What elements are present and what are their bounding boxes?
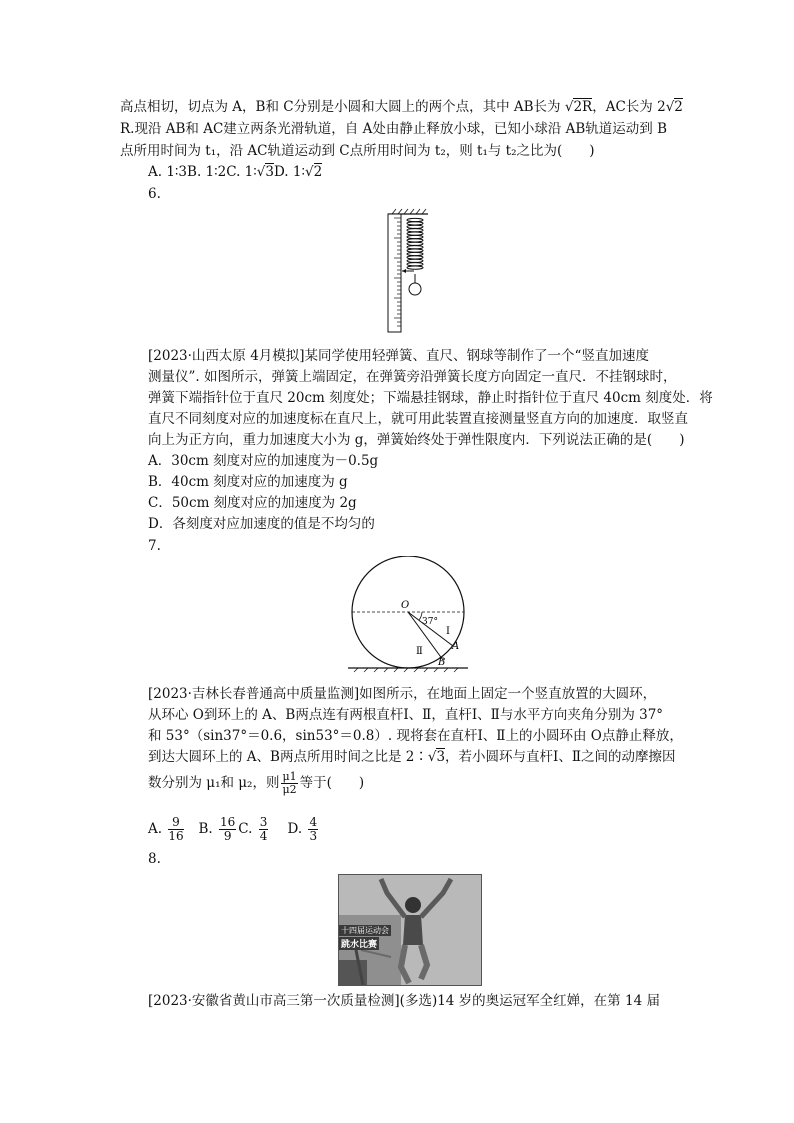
q6-option-a: A．30cm 刻度对应的加速度为－0.5g <box>148 453 379 469</box>
q6-line-1: [2023·山西太原 4月模拟]某同学使用轻弹簧、直尺、钢球等制作了一个“竖直加速度 <box>148 348 649 364</box>
q8-photo-banner-2: 跳水比赛 <box>339 937 379 950</box>
q7-label-a: A <box>452 641 460 652</box>
q7-label-rod-1: Ⅰ <box>446 626 450 637</box>
q7-figure-ring <box>348 556 470 674</box>
q7-label-angle: 37° <box>422 617 438 627</box>
spring-coil <box>407 263 423 266</box>
spring-coil <box>407 222 423 225</box>
q8-line-1: [2023·安徽省黄山市高三第一次质量检测](多选)14 岁的奥运冠军全红婵，在第 14 届 <box>148 993 660 1009</box>
q7-options: A. $\frac{9}{16}$ B. $\frac{16}{9}$ C. $\frac{3}{4}$ D. $\frac{4}{3}$ <box>148 815 318 843</box>
q6-line-4: 直尺不同刻度对应的加速度标在直尺上，就可用此装置直接测量竖直方向的加速度．取竖直 <box>148 411 688 427</box>
spring-coil <box>407 256 423 259</box>
spring-coil <box>407 266 423 269</box>
q5-line-1: 高点相切，切点为 A，B和 C分别是小圆和大圆上的两个点，其中 AB长为 √2R，AC长为 2√2 <box>120 99 683 115</box>
q7-line-3: 和 53°（sin37°＝0.6，sin53°＝0.8）. 现将套在直杆Ⅰ、Ⅱ上的小圆环由 O点静止释放， <box>148 728 683 744</box>
q6-line-5: 向上为正方向，重力加速度大小为 g，弹簧始终处于弹性限度内．下列说法正确的是( ) <box>148 432 685 448</box>
spring-coil <box>407 242 423 245</box>
spring-coil <box>407 246 423 249</box>
q6-figure-spring-ruler <box>380 208 430 336</box>
q8-photo-diver <box>338 874 482 986</box>
q7-line-5: 数分别为 μ₁和 μ₂，则 $\frac{\mu 1}{\mu 2}$ 等于( ) <box>148 770 365 796</box>
q6-option-d: D．各刻度对应加速度的值是不均匀的 <box>148 516 375 532</box>
q6-line-2: 测量仪”. 如图所示，弹簧上端固定，在弹簧旁沿弹簧长度方向固定一直尺．不挂钢球时， <box>148 369 677 385</box>
q6-number: 6. <box>148 186 161 202</box>
q6-option-c: C．50cm 刻度对应的加速度为 2g <box>148 495 357 511</box>
spring-coil <box>407 249 423 252</box>
spring-coil <box>407 259 423 262</box>
q6-option-b: B．40cm 刻度对应的加速度为 g <box>148 474 348 490</box>
q5-options: A. 1∶3B. 1∶2C. 1∶√3D. 1∶√2 <box>148 164 323 180</box>
spring-coil <box>407 239 423 242</box>
q7-label-o: O <box>401 600 410 611</box>
q8-number: 8. <box>148 851 161 867</box>
spring-coil <box>407 235 423 238</box>
spring-coil <box>407 229 423 232</box>
q5-line-3: 点所用时间为 t₁，沿 AC轨道运动到 C点所用时间为 t₂，则 t₁与 t₂之比为( ) <box>120 143 595 159</box>
spring-coil <box>407 232 423 235</box>
q7-line-4: 到达大圆环上的 A、B两点所用时间之比是 2∶√3，若小圆环与直杆Ⅰ、Ⅱ之间的动摩擦因 <box>148 749 676 765</box>
q8-photo-banner-1: 十四届运动会 <box>341 926 389 935</box>
q7-line-2: 从环心 O到环上的 A、B两点连有两根直杆Ⅰ、Ⅱ，直杆Ⅰ、Ⅱ与水平方向夹角分别为 37° <box>148 707 664 723</box>
q7-label-rod-2: Ⅱ <box>416 646 423 657</box>
q7-line-1: [2023·吉林长春普通高中质量监测]如图所示，在地面上固定一个竖直放置的大圆环， <box>148 686 657 702</box>
q7-number: 7. <box>148 538 161 554</box>
q5-line-2: R.现沿 AB和 AC建立两条光滑轨道，自 A处由静止释放小球，已知小球沿 AB轨道运动到 B <box>120 121 667 137</box>
q6-line-3: 弹簧下端指针位于直尺 20cm 刻度处；下端悬挂钢球，静止时指针位于直尺 40cm 刻度处．将 <box>148 390 713 406</box>
spring-coil <box>407 225 423 228</box>
spring-coil <box>407 252 423 255</box>
spring-coil <box>407 218 423 221</box>
q7-label-b: B <box>438 657 446 668</box>
